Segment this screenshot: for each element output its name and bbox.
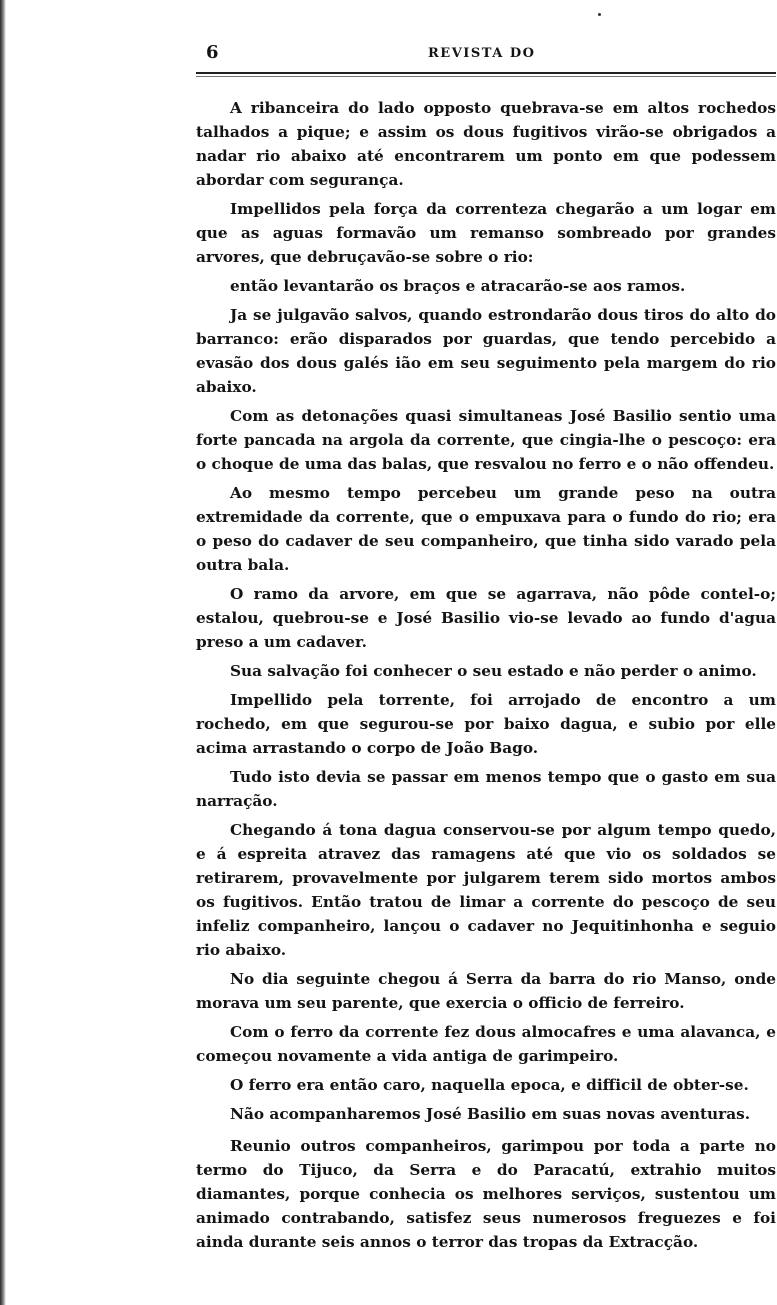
page-header [196,40,776,68]
paragraph: Sua salvação foi conhecer o seu estado e não perder o animo. [230,662,757,680]
page-binding-edge [0,0,6,1305]
paragraph: Impellidos pela força da correnteza chegarão a um logar em que as aguas formavão um remanso sombreado por grandes arvores, que debruçavão-se sobre o rio: [196,200,776,266]
paragraph: Ja se julgavão salvos, quando estrondarão dous tiros do alto do barranco: erão disparados por guardas, que tendo percebido a evasão dos dous galés ião em seu seguimento pela margem do rio abaixo. [196,306,776,396]
paragraph: Chegando á tona dagua conservou-se por algum tempo quedo, e á espreita atravez das ramagens até que vio os soldados se retirarem, provavelmente por julgarem terem sido mortos ambos os fugitivos. Então tratou de limar a corrente do pescoço de seu infeliz companheiro, lançou o cadaver no Jequitinhonha e seguio rio abaixo. [196,821,776,959]
body-text [196,96,776,1259]
paragraph: No dia seguinte chegou á Serra da barra do rio Manso, onde morava um seu parente, que exercia o officio de ferreiro. [196,970,776,1012]
page-number: 6 [206,42,219,63]
paragraph: Não acompanharemos José Basilio em suas novas aventuras. [230,1105,751,1123]
paragraph: Reunio outros companheiros, garimpou por toda a parte no termo do Tijuco, da Serra e do Paracatú, extrahio muitos diamantes, porque conhecia os melhores serviços, sustentou um animado contrabando, satisfez seus numerosos freguezes e foi ainda durante seis annos o terror das tropas da Extracção. [196,1137,776,1251]
header-rule-thin [196,76,776,77]
paragraph: A ribanceira do lado opposto quebrava-se em altos rochedos talhados a pique; e assim os dous fugitivos virão-se obrigados a nadar rio abaixo até encontrarem um ponto em que podessem abordar com segurança. [196,99,776,189]
running-head: REVISTA DO [428,46,536,61]
print-speck [598,13,601,16]
paragraph: então levantarão os braços e atracarão-se aos ramos. [230,277,686,295]
paragraph: O ferro era então caro, naquella epoca, e difficil de obter-se. [230,1076,749,1094]
header-rule [196,72,776,74]
paragraph: Com o ferro da corrente fez dous almocafres e uma alavanca, e começou novamente a vida antiga de garimpeiro. [196,1023,776,1065]
paragraph: Com as detonações quasi simultaneas José Basilio sentio uma forte pancada na argola da corrente, que cingia-lhe o pescoço: era o choque de uma das balas, que resvalou no ferro e o não offendeu. [196,407,776,473]
paragraph: Impellido pela torrente, foi arrojado de encontro a um rochedo, em que segurou-se por baixo dagua, e subio por elle acima arrastando o corpo de João Bago. [196,691,776,757]
paragraph: O ramo da arvore, em que se agarrava, não pôde contel-o; estalou, quebrou-se e José Basilio vio-se levado ao fundo d'agua preso a um cadaver. [196,585,776,651]
paragraph: Tudo isto devia se passar em menos tempo que o gasto em sua narração. [196,768,776,810]
paragraph: Ao mesmo tempo percebeu um grande peso na outra extremidade da corrente, que o empuxava para o fundo do rio; era o peso do cadaver de seu companheiro, que tinha sido varado pela outra bala. [196,484,776,574]
